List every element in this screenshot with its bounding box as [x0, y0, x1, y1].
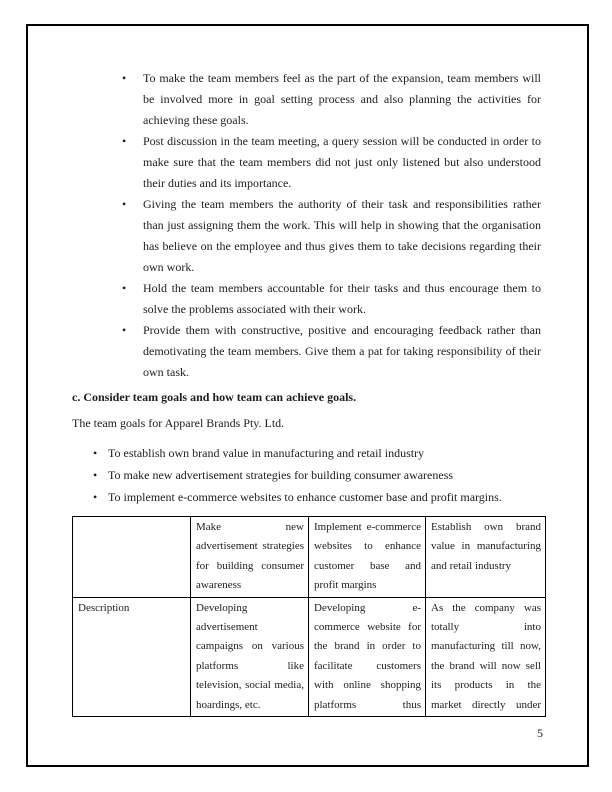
table-header-goal-brand-value: Establish own brand value in manufacturing and retail industry — [426, 517, 546, 598]
goal-item: • To make new advertisement strategies for building consumer awareness — [72, 464, 541, 486]
page-content — [72, 68, 541, 717]
goal-bullet-list — [72, 442, 541, 508]
main-bullet-list — [72, 68, 541, 383]
row-label-cell: Description — [73, 597, 191, 716]
intro-paragraph: The team goals for Apparel Brands Pty. Ltd. — [72, 416, 285, 430]
description-cell-ecommerce: Developing e-commerce website for the brand in order to facilitate customers with online shopping platforms thus — [309, 597, 426, 716]
bullet-item: • Giving the team members the authority of their task and responsibilities rather than just assigning them the work. This will help in showing that the organisation has believe on the employee and thus gives them to take decisions regarding their own work. — [72, 194, 541, 278]
section-heading: c. Consider team goals and how team can achieve goals. — [72, 390, 357, 404]
description-cell-advertisement: Developing advertisement campaigns on various platforms like television, social media, hoardings, etc. — [191, 597, 309, 716]
table-header-goal-ecommerce: Implement e-commerce websites to enhance customer base and profit margins — [309, 517, 426, 598]
table-row-description — [73, 597, 546, 716]
goal-item: • To establish own brand value in manufacturing and retail industry — [72, 442, 541, 464]
bullet-item: • To make the team members feel as the part of the expansion, team members will be involved more in goal setting process and also planning the activities for achieving these goals. — [72, 68, 541, 131]
bullet-item: • Hold the team members accountable for their tasks and thus encourage them to solve the problems associated with their work. — [72, 278, 541, 320]
table-header-goal-advertisement: Make new advertisement strategies for building consumer awareness — [191, 517, 309, 598]
goals-comparison-table — [72, 516, 546, 717]
table-header-row — [73, 517, 546, 598]
page-number: 5 — [537, 726, 543, 740]
description-cell-brand-value: As the company was totally into manufacturing till now, the brand will now sell its products in the market directly under — [426, 597, 546, 716]
goal-item: • To implement e-commerce websites to enhance customer base and profit margins. — [72, 486, 541, 508]
bullet-item: • Provide them with constructive, positive and encouraging feedback rather than demotivating the team members. Give them a pat for taking responsibility of their own task. — [72, 320, 541, 383]
table-header-empty-cell — [73, 517, 191, 598]
bullet-item: • Post discussion in the team meeting, a query session will be conducted in order to make sure that the team members did not just only listened but also understood their duties and its importance. — [72, 131, 541, 194]
